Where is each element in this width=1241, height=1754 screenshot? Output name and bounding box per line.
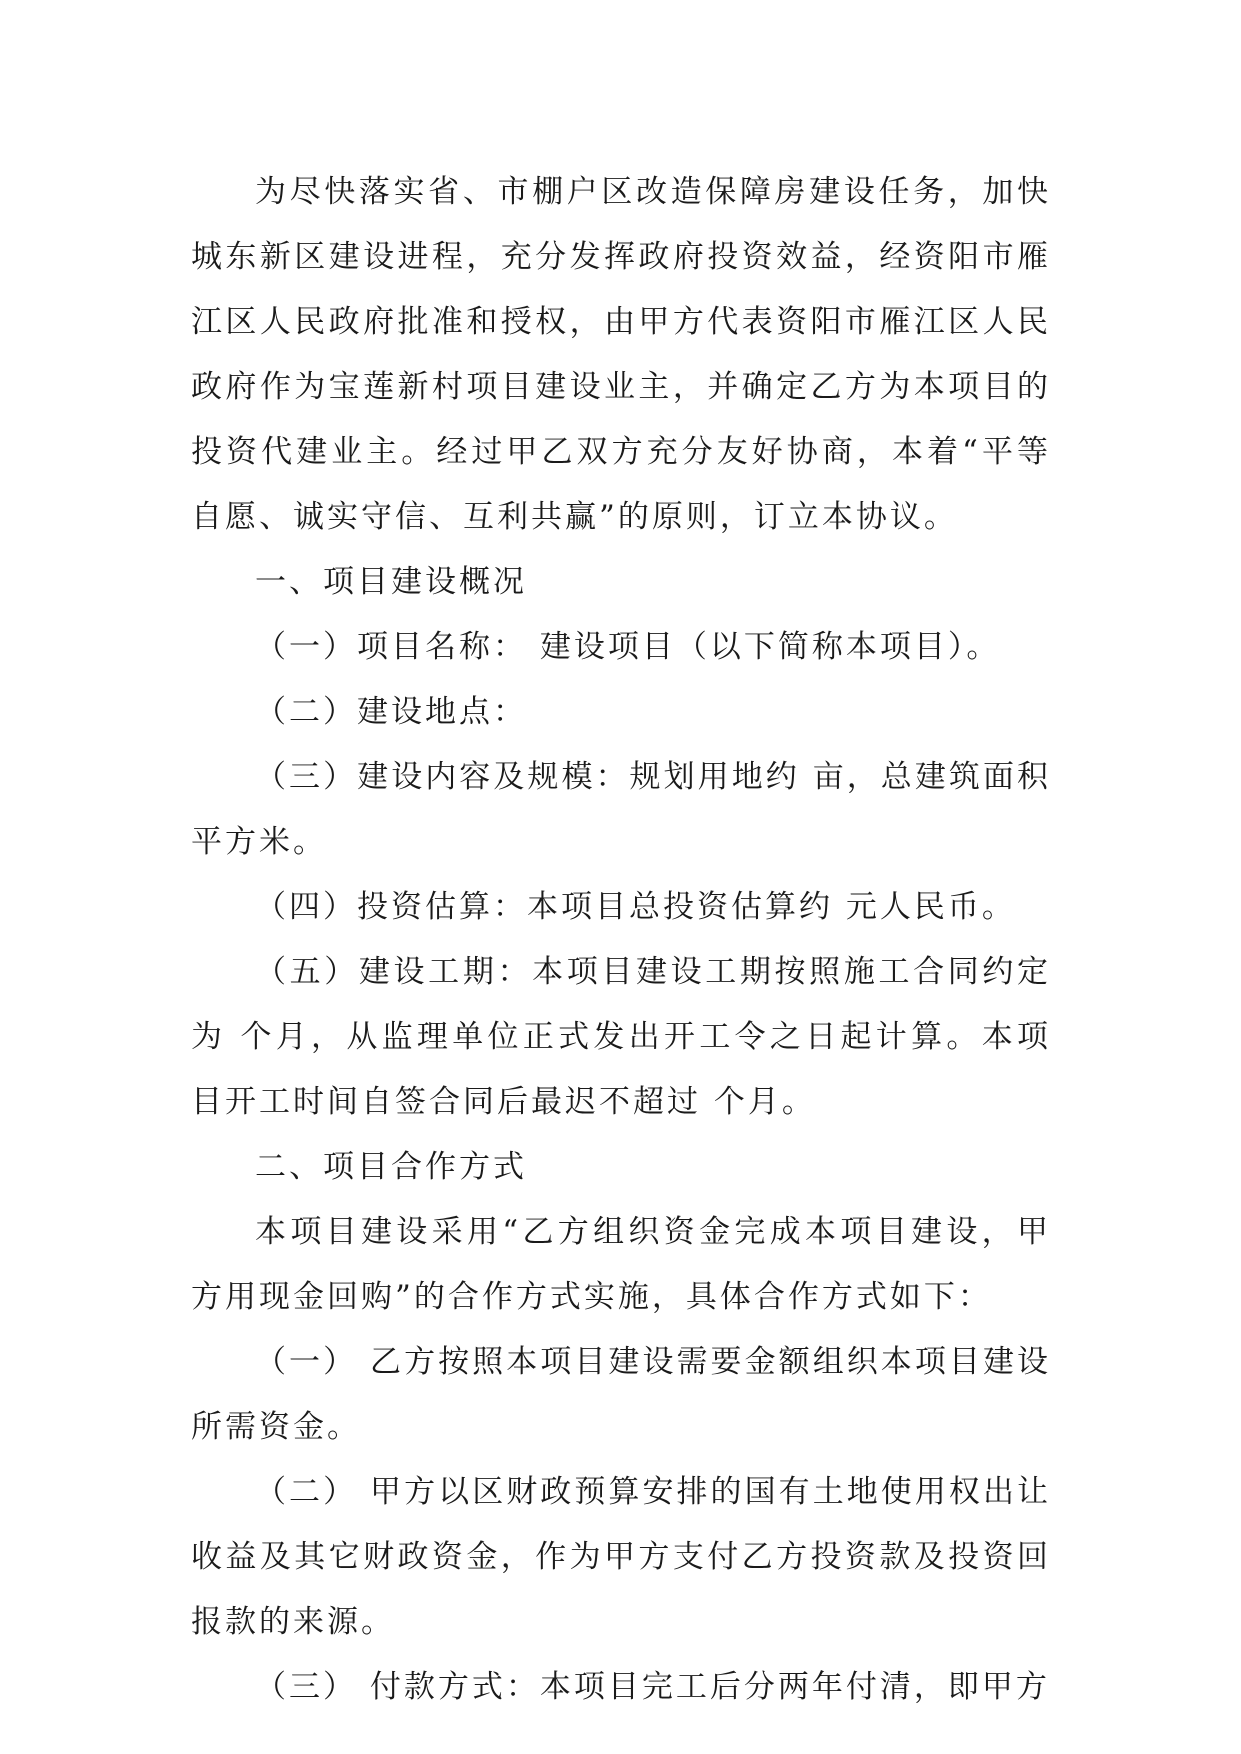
section-heading-project-overview: 一、项目建设概况 <box>255 564 527 600</box>
item-construction-period: （五）建设工期：本项目建设工期按照施工合同约定为 个月，从监理单位正式发出开工令之日起计算。本项目开工时间自签合同后最迟不超过 个月。 <box>191 954 1051 1120</box>
item-investment-estimate: （四）投资估算：本项目总投资估算约 元人民币。 <box>255 889 1016 925</box>
item-funding-by-party-b: （一） 乙方按照本项目建设需要金额组织本项目建设所需资金。 <box>191 1344 1051 1445</box>
item-project-name: （一）项目名称： 建设项目（以下简称本项目）。 <box>255 629 1001 665</box>
item-content-and-scale: （三）建设内容及规模：规划用地约 亩，总建筑面积 平方米。 <box>191 759 1051 860</box>
paragraph-intro: 为尽快落实省、市棚户区改造保障房建设任务，加快城东新区建设进程，充分发挥政府投资效益，经资阳市雁江区人民政府批准和授权，由甲方代表资阳市雁江区人民政府作为宝莲新村项目建设业主，并确定乙方为本项目的投资代建业主。经过甲乙双方充分友好协商，本着“平等自愿、诚实守信、互利共赢”的原则，订立本协议。 <box>191 174 1051 535</box>
item-funding-source-party-a: （二） 甲方以区财政预算安排的国有土地使用权出让收益及其它财政资金，作为甲方支付乙方投资款及投资回报款的来源。 <box>191 1474 1051 1640</box>
section-heading-cooperation-mode: 二、项目合作方式 <box>255 1149 527 1185</box>
document-body <box>191 160 1051 1720</box>
paragraph-cooperation-overview: 本项目建设采用“乙方组织资金完成本项目建设，甲方用现金回购”的合作方式实施，具体合作方式如下： <box>191 1214 1051 1315</box>
item-payment-method: （三） 付款方式：本项目完工后分两年付清，即甲方 <box>255 1669 1050 1705</box>
item-construction-site: （二）建设地点： <box>255 694 527 730</box>
